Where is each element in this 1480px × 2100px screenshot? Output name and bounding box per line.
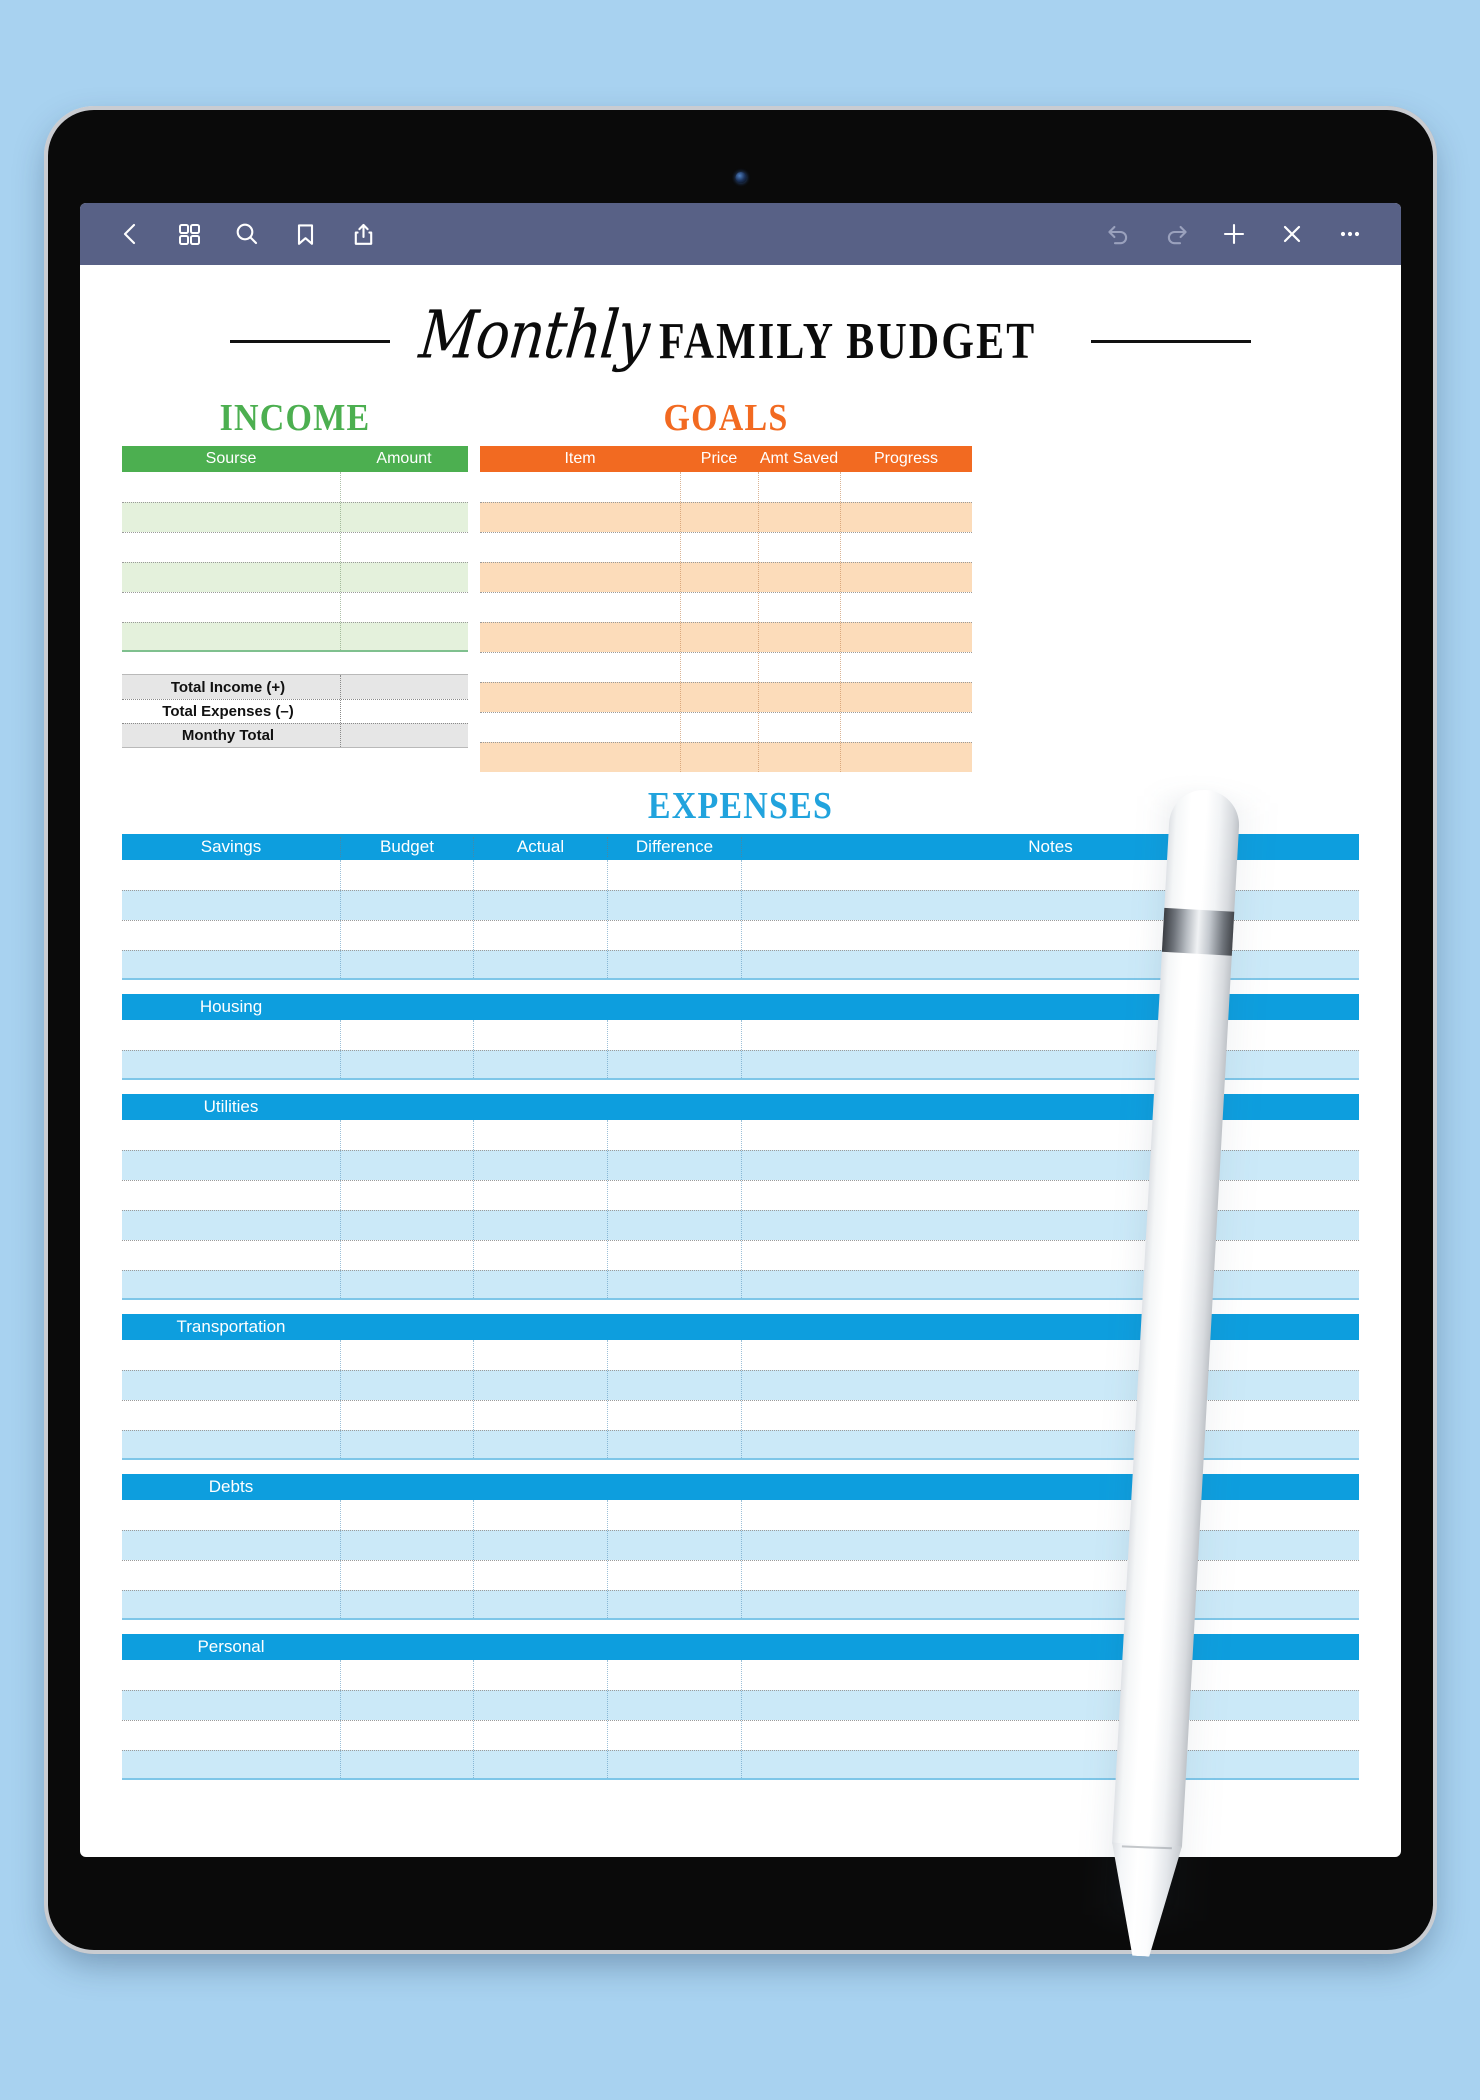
expense-cell-notes[interactable] (741, 1181, 1359, 1210)
expense-cell-budget[interactable] (340, 1751, 473, 1778)
expense-cell-notes[interactable] (741, 951, 1359, 978)
expense-cell-name[interactable] (122, 1691, 340, 1720)
income-col-source: Sourse (205, 450, 257, 467)
income-cell-source[interactable] (122, 503, 340, 532)
goals-rows (480, 472, 972, 772)
title-rule-right (1091, 340, 1251, 343)
expense-cell-name[interactable] (122, 1721, 340, 1750)
expense-cell-actual[interactable] (473, 1051, 607, 1078)
expense-cell-difference[interactable] (607, 1241, 741, 1270)
goals-cell-amt-saved[interactable] (758, 503, 840, 532)
expense-cell-budget[interactable] (340, 860, 473, 890)
redo-icon[interactable] (1147, 205, 1205, 263)
expense-cell-budget[interactable] (340, 1120, 473, 1150)
expense-cell-difference[interactable] (607, 1020, 741, 1050)
expense-cell-budget[interactable] (340, 1211, 473, 1240)
expense-section-title: Utilities (203, 1097, 259, 1116)
expense-cell-difference[interactable] (607, 1271, 741, 1298)
expense-section-header (122, 1094, 1359, 1120)
tablet-device (48, 110, 1433, 1950)
expense-cell-difference[interactable] (607, 1531, 741, 1560)
toolbar-left-group (102, 205, 392, 263)
expense-cell-notes[interactable] (741, 1340, 1359, 1370)
expense-cell-actual[interactable] (473, 1431, 607, 1458)
expense-cell-budget[interactable] (340, 1271, 473, 1298)
goals-section (480, 397, 972, 772)
expense-cell-actual[interactable] (473, 891, 607, 920)
goals-cell-item[interactable] (480, 563, 680, 592)
expense-cell-budget[interactable] (340, 1561, 473, 1590)
top-section (122, 397, 1359, 772)
expense-cell-difference[interactable] (607, 921, 741, 950)
expense-row[interactable] (122, 1210, 1359, 1240)
expense-section-header (122, 834, 1359, 860)
goals-cell-price[interactable] (680, 503, 758, 532)
expense-cell-actual[interactable] (473, 921, 607, 950)
more-icon[interactable] (1321, 205, 1379, 263)
goals-cell-amt-saved[interactable] (758, 713, 840, 742)
goals-cell-item[interactable] (480, 623, 680, 652)
share-icon[interactable] (334, 205, 392, 263)
expense-col-notes: Notes (741, 837, 1359, 857)
expense-cell-budget[interactable] (340, 1401, 473, 1430)
goals-cell-price[interactable] (680, 653, 758, 682)
expense-col-budget: Budget (340, 837, 473, 857)
expense-cell-actual[interactable] (473, 860, 607, 890)
goals-row[interactable] (480, 502, 972, 532)
expense-cell-actual[interactable] (473, 1340, 607, 1370)
expense-cell-actual[interactable] (473, 1211, 607, 1240)
expense-cell-actual[interactable] (473, 1371, 607, 1400)
expense-cell-difference[interactable] (607, 1340, 741, 1370)
expense-cell-name[interactable] (122, 1241, 340, 1270)
income-cell-amount[interactable] (340, 593, 468, 622)
expense-cell-budget[interactable] (340, 951, 473, 978)
expense-cell-budget[interactable] (340, 1020, 473, 1050)
expense-row[interactable] (122, 1400, 1359, 1430)
expense-cell-actual[interactable] (473, 1660, 607, 1690)
expense-cell-name[interactable] (122, 1660, 340, 1690)
expense-cell-name[interactable] (122, 1181, 340, 1210)
expense-cell-actual[interactable] (473, 951, 607, 978)
goals-row[interactable] (480, 712, 972, 742)
expense-cell-difference[interactable] (607, 1401, 741, 1430)
undo-icon[interactable] (1089, 205, 1147, 263)
income-row[interactable] (122, 502, 468, 532)
goals-row[interactable] (480, 682, 972, 712)
expense-cell-actual[interactable] (473, 1561, 607, 1590)
expense-cell-difference[interactable] (607, 891, 741, 920)
expense-cell-actual[interactable] (473, 1721, 607, 1750)
income-cell-amount[interactable] (340, 533, 468, 562)
front-camera (735, 172, 746, 183)
income-cell-amount[interactable] (340, 503, 468, 532)
goals-cell-amt-saved[interactable] (758, 743, 840, 772)
income-row[interactable] (122, 472, 468, 502)
goals-cell-price[interactable] (680, 623, 758, 652)
expense-section-title: Savings (200, 837, 262, 856)
goals-cell-progress[interactable] (840, 623, 972, 652)
goals-cell-item[interactable] (480, 472, 680, 502)
goals-cell-amt-saved[interactable] (758, 472, 840, 502)
goals-caption: GOALS (663, 397, 789, 440)
expense-cell-name[interactable] (122, 1151, 340, 1180)
income-caption: INCOME (219, 397, 371, 440)
expense-cell-notes[interactable] (741, 1051, 1359, 1078)
expense-row[interactable] (122, 1370, 1359, 1400)
goals-cell-progress[interactable] (840, 563, 972, 592)
expense-cell-notes[interactable] (741, 1211, 1359, 1240)
expense-row[interactable] (122, 890, 1359, 920)
expense-cell-budget[interactable] (340, 1241, 473, 1270)
goals-row[interactable] (480, 532, 972, 562)
expense-cell-name[interactable] (122, 1211, 340, 1240)
expense-cell-name[interactable] (122, 1120, 340, 1150)
expense-cell-actual[interactable] (473, 1751, 607, 1778)
goals-cell-item[interactable] (480, 593, 680, 622)
expense-cell-budget[interactable] (340, 1151, 473, 1180)
income-cell-amount[interactable] (340, 563, 468, 592)
expense-section-header (122, 1634, 1359, 1660)
expense-cell-budget[interactable] (340, 1371, 473, 1400)
expense-cell-difference[interactable] (607, 1431, 741, 1458)
goals-cell-progress[interactable] (840, 472, 972, 502)
expense-cell-name[interactable] (122, 1271, 340, 1298)
expense-section-title: Housing (199, 997, 263, 1016)
expense-cell-notes[interactable] (741, 1401, 1359, 1430)
total-label: Total Income (+) (170, 678, 286, 696)
expense-cell-name[interactable] (122, 1561, 340, 1590)
income-cell-source[interactable] (122, 472, 340, 502)
goals-cell-item[interactable] (480, 713, 680, 742)
expense-row[interactable] (122, 1720, 1359, 1750)
expense-cell-notes[interactable] (741, 1151, 1359, 1180)
expense-cell-actual[interactable] (473, 1020, 607, 1050)
expense-section-header (122, 1314, 1359, 1340)
totals-block (122, 674, 468, 747)
goals-cell-price[interactable] (680, 563, 758, 592)
expense-cell-notes[interactable] (741, 921, 1359, 950)
expense-cell-budget[interactable] (340, 891, 473, 920)
expense-section-gap (122, 980, 1359, 994)
goals-cell-price[interactable] (680, 593, 758, 622)
total-row (122, 699, 468, 723)
expense-row[interactable] (122, 1560, 1359, 1590)
goals-cell-amt-saved[interactable] (758, 623, 840, 652)
expense-cell-budget[interactable] (340, 1051, 473, 1078)
goals-cell-progress[interactable] (840, 593, 972, 622)
expense-cell-budget[interactable] (340, 1691, 473, 1720)
goals-cell-item[interactable] (480, 653, 680, 682)
expense-section-title: Debts (208, 1477, 254, 1496)
expense-cell-difference[interactable] (607, 1561, 741, 1590)
expense-cell-difference[interactable] (607, 1500, 741, 1530)
expense-row[interactable] (122, 1050, 1359, 1080)
expense-cell-notes[interactable] (741, 1241, 1359, 1270)
expense-cell-name[interactable] (122, 1340, 340, 1370)
expense-cell-notes[interactable] (741, 860, 1359, 890)
expense-section-title: Transportation (176, 1317, 286, 1336)
total-value[interactable] (340, 700, 468, 723)
income-rows (122, 472, 468, 652)
income-cell-amount[interactable] (340, 472, 468, 502)
expense-section-housing (122, 994, 1359, 1080)
expense-cell-budget[interactable] (340, 1181, 473, 1210)
budget-page (80, 297, 1401, 1780)
goals-col-item: Item (564, 450, 596, 467)
goals-cell-amt-saved[interactable] (758, 593, 840, 622)
income-section (122, 397, 468, 772)
goals-cell-amt-saved[interactable] (758, 653, 840, 682)
expense-section-debts (122, 1474, 1359, 1620)
expense-row[interactable] (122, 1180, 1359, 1210)
expense-cell-notes[interactable] (741, 1020, 1359, 1050)
expense-row[interactable] (122, 1690, 1359, 1720)
goals-cell-amt-saved[interactable] (758, 533, 840, 562)
expense-cell-difference[interactable] (607, 860, 741, 890)
expense-cell-name[interactable] (122, 1020, 340, 1050)
expense-section-header (122, 994, 1359, 1020)
expense-cell-difference[interactable] (607, 951, 741, 978)
expense-section-transportation (122, 1314, 1359, 1460)
expense-cell-name[interactable] (122, 1371, 340, 1400)
toolbar-right-group (1089, 205, 1379, 263)
expense-cell-name[interactable] (122, 1531, 340, 1560)
expense-section-gap (122, 1300, 1359, 1314)
total-label: Monthy Total (181, 727, 275, 744)
expenses-section (122, 785, 1359, 1780)
title-rule-left (230, 340, 390, 343)
expense-cell-actual[interactable] (473, 1120, 607, 1150)
income-col-amount: Amount (376, 450, 432, 467)
expense-cell-actual[interactable] (473, 1531, 607, 1560)
total-value[interactable] (340, 724, 468, 747)
income-row[interactable] (122, 562, 468, 592)
expense-cell-name[interactable] (122, 1051, 340, 1078)
expense-section-gap (122, 1620, 1359, 1634)
expense-cell-actual[interactable] (473, 1241, 607, 1270)
expense-cell-difference[interactable] (607, 1591, 741, 1618)
expense-row[interactable] (122, 1590, 1359, 1620)
expense-cell-actual[interactable] (473, 1181, 607, 1210)
expense-cell-name[interactable] (122, 1591, 340, 1618)
expense-row[interactable] (122, 860, 1359, 890)
expense-cell-budget[interactable] (340, 1431, 473, 1458)
goals-cell-progress[interactable] (840, 653, 972, 682)
expense-col-actual: Actual (473, 837, 607, 857)
expense-cell-notes[interactable] (741, 1591, 1359, 1618)
income-table-header (122, 446, 468, 472)
goals-cell-progress[interactable] (840, 683, 972, 712)
expense-cell-budget[interactable] (340, 1660, 473, 1690)
expense-row[interactable] (122, 1150, 1359, 1180)
goals-cell-progress[interactable] (840, 713, 972, 742)
app-toolbar (80, 203, 1401, 265)
total-row (122, 723, 468, 747)
expense-section-personal (122, 1634, 1359, 1780)
goals-cell-amt-saved[interactable] (758, 683, 840, 712)
income-row[interactable] (122, 592, 468, 622)
expense-section-title: Personal (197, 1637, 265, 1656)
goals-cell-amt-saved[interactable] (758, 563, 840, 592)
title-serif-word: FAMILY BUDGET (658, 311, 1037, 370)
page-title (122, 297, 1359, 374)
expense-cell-difference[interactable] (607, 1211, 741, 1240)
expense-cell-difference[interactable] (607, 1721, 741, 1750)
expense-col-difference: Difference (607, 837, 741, 857)
expense-cell-budget[interactable] (340, 921, 473, 950)
expense-cell-notes[interactable] (741, 1120, 1359, 1150)
goals-col-amt-saved: Amt Saved (759, 450, 839, 467)
total-label: Total Expenses (–) (162, 703, 294, 720)
expense-row[interactable] (122, 1750, 1359, 1780)
goals-cell-price[interactable] (680, 743, 758, 772)
goals-cell-item[interactable] (480, 743, 680, 772)
expense-cell-notes[interactable] (741, 1660, 1359, 1690)
bookmark-icon[interactable] (276, 205, 334, 263)
expense-cell-budget[interactable] (340, 1531, 473, 1560)
expense-cell-budget[interactable] (340, 1340, 473, 1370)
expense-cell-notes[interactable] (741, 1751, 1359, 1778)
thumbnails-icon[interactable] (160, 205, 218, 263)
expense-section-gap (122, 1460, 1359, 1474)
add-icon[interactable] (1205, 205, 1263, 263)
expense-cell-actual[interactable] (473, 1151, 607, 1180)
expense-cell-name[interactable] (122, 921, 340, 950)
expense-row[interactable] (122, 1120, 1359, 1150)
expense-row[interactable] (122, 1500, 1359, 1530)
expense-cell-notes[interactable] (741, 1500, 1359, 1530)
expense-cell-actual[interactable] (473, 1500, 607, 1530)
income-cell-source[interactable] (122, 533, 340, 562)
title-text (416, 297, 1064, 374)
expense-cell-budget[interactable] (340, 1721, 473, 1750)
expense-cell-notes[interactable] (741, 1431, 1359, 1458)
expense-cell-name[interactable] (122, 1500, 340, 1530)
search-icon[interactable] (218, 205, 276, 263)
expense-cell-budget[interactable] (340, 1591, 473, 1618)
income-cell-amount[interactable] (340, 623, 468, 650)
goals-row[interactable] (480, 652, 972, 682)
expense-cell-actual[interactable] (473, 1271, 607, 1298)
goals-cell-price[interactable] (680, 713, 758, 742)
expense-cell-name[interactable] (122, 860, 340, 890)
goals-row[interactable] (480, 592, 972, 622)
total-row (122, 675, 468, 699)
goals-cell-price[interactable] (680, 683, 758, 712)
expense-cell-name[interactable] (122, 891, 340, 920)
expense-cell-notes[interactable] (741, 1561, 1359, 1590)
expense-row[interactable] (122, 1340, 1359, 1370)
goals-col-price: Price (700, 450, 738, 467)
expense-cell-difference[interactable] (607, 1371, 741, 1400)
goals-row[interactable] (480, 742, 972, 772)
goals-col-progress: Progress (873, 450, 939, 467)
expense-cell-actual[interactable] (473, 1691, 607, 1720)
goals-row[interactable] (480, 622, 972, 652)
goals-cell-progress[interactable] (840, 533, 972, 562)
income-cell-source[interactable] (122, 623, 340, 650)
expense-cell-difference[interactable] (607, 1660, 741, 1690)
expense-cell-name[interactable] (122, 1401, 340, 1430)
expense-cell-name[interactable] (122, 951, 340, 978)
goals-cell-progress[interactable] (840, 743, 972, 772)
total-value[interactable] (340, 675, 468, 699)
expense-section-header (122, 1474, 1359, 1500)
goals-cell-progress[interactable] (840, 503, 972, 532)
expense-cell-difference[interactable] (607, 1691, 741, 1720)
expense-cell-notes[interactable] (741, 1721, 1359, 1750)
expense-cell-difference[interactable] (607, 1051, 741, 1078)
expense-cell-difference[interactable] (607, 1120, 741, 1150)
expense-cell-notes[interactable] (741, 1271, 1359, 1298)
expense-section-gap (122, 1080, 1359, 1094)
goals-table-header (480, 446, 972, 472)
expense-cell-notes[interactable] (741, 891, 1359, 920)
expense-cell-difference[interactable] (607, 1751, 741, 1778)
expense-section-utilities (122, 1094, 1359, 1300)
goals-cell-item[interactable] (480, 683, 680, 712)
back-icon[interactable] (102, 205, 160, 263)
expenses-caption: EXPENSES (647, 785, 834, 828)
expense-cell-name[interactable] (122, 1431, 340, 1458)
tablet-screen (80, 203, 1401, 1857)
expense-row[interactable] (122, 1430, 1359, 1460)
expense-section-savings (122, 834, 1359, 980)
expense-cell-notes[interactable] (741, 1531, 1359, 1560)
goals-cell-price[interactable] (680, 533, 758, 562)
expense-cell-budget[interactable] (340, 1500, 473, 1530)
expense-row[interactable] (122, 1240, 1359, 1270)
expense-cell-difference[interactable] (607, 1181, 741, 1210)
expense-row[interactable] (122, 1660, 1359, 1690)
expense-blocks (122, 834, 1359, 1780)
income-row[interactable] (122, 532, 468, 562)
income-cell-source[interactable] (122, 563, 340, 592)
goals-row[interactable] (480, 562, 972, 592)
goals-cell-item[interactable] (480, 503, 680, 532)
goals-cell-price[interactable] (680, 472, 758, 502)
expense-row[interactable] (122, 920, 1359, 950)
expense-row[interactable] (122, 1530, 1359, 1560)
expense-cell-notes[interactable] (741, 1691, 1359, 1720)
expense-row[interactable] (122, 1020, 1359, 1050)
goals-row[interactable] (480, 472, 972, 502)
income-cell-source[interactable] (122, 593, 340, 622)
income-row[interactable] (122, 622, 468, 652)
totals-bottom-rule (122, 747, 468, 748)
expense-row[interactable] (122, 950, 1359, 980)
title-script-word: Monthly (416, 297, 653, 374)
close-icon[interactable] (1263, 205, 1321, 263)
expense-cell-name[interactable] (122, 1751, 340, 1778)
expense-cell-actual[interactable] (473, 1591, 607, 1618)
expense-cell-actual[interactable] (473, 1401, 607, 1430)
goals-cell-item[interactable] (480, 533, 680, 562)
expense-cell-notes[interactable] (741, 1371, 1359, 1400)
expense-cell-difference[interactable] (607, 1151, 741, 1180)
expense-row[interactable] (122, 1270, 1359, 1300)
